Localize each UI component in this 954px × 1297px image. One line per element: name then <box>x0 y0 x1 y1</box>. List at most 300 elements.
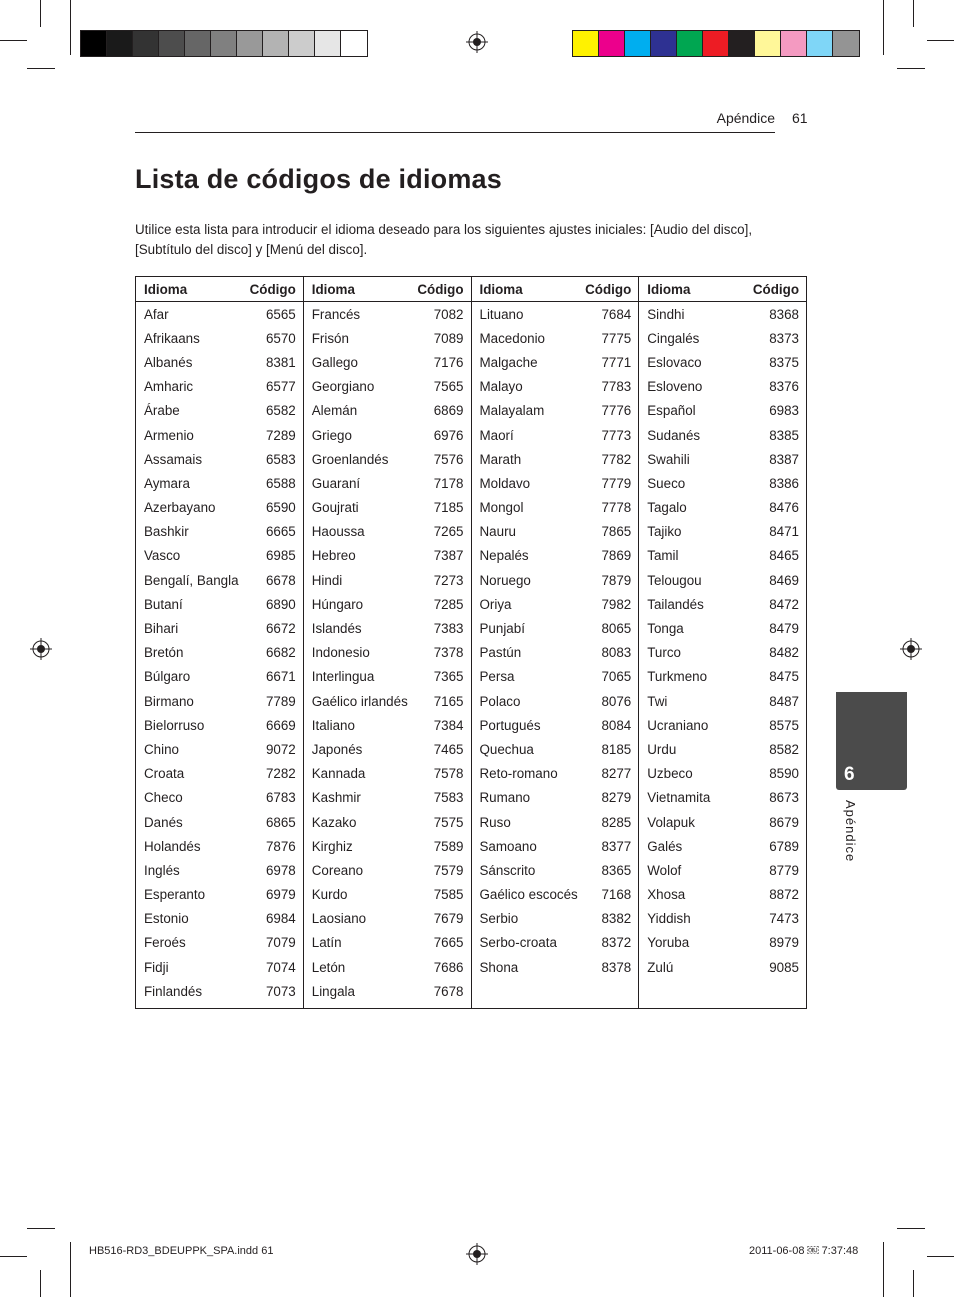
language-code: 7079 <box>265 935 296 951</box>
language-code: 7576 <box>433 451 464 467</box>
table-row <box>472 713 639 737</box>
language-name: Ruso <box>479 814 511 830</box>
language-code: 8482 <box>769 645 799 661</box>
color-swatch <box>729 31 755 56</box>
language-name: Macedonio <box>479 330 546 346</box>
chapter-label: Apéndice <box>843 800 858 863</box>
table-row <box>472 423 639 447</box>
crop-mark <box>70 0 71 55</box>
language-code: 6869 <box>433 403 464 419</box>
language-name: Galés <box>647 838 683 854</box>
registration-target-icon <box>466 1243 488 1265</box>
language-name: Marath <box>479 451 522 467</box>
footer-filename: HB516-RD3_BDEUPPK_SPA.indd 61 <box>89 1245 274 1257</box>
table-row <box>639 834 806 858</box>
language-code: 7565 <box>433 379 464 395</box>
language-name: Chino <box>144 741 179 757</box>
language-code: 8582 <box>769 741 799 757</box>
language-name: Árabe <box>144 403 180 419</box>
table-row <box>304 979 471 1003</box>
language-code: 8285 <box>601 814 632 830</box>
language-name: Español <box>647 403 696 419</box>
language-name: Sindhi <box>647 306 685 322</box>
language-code: 7865 <box>601 524 632 540</box>
table-row <box>639 544 806 568</box>
language-name: Tajiko <box>647 524 682 540</box>
table-row <box>639 907 806 931</box>
language-code: 6979 <box>265 887 296 903</box>
table-row <box>136 641 303 665</box>
language-name: Xhosa <box>647 887 686 903</box>
language-code: 7165 <box>433 693 464 709</box>
language-name: Gaélico irlandés <box>311 693 408 709</box>
table-row <box>639 375 806 399</box>
table-row <box>136 592 303 616</box>
language-name: Afrikaans <box>144 330 200 346</box>
table-row <box>472 955 639 979</box>
language-code: 8479 <box>769 621 799 637</box>
header-rule <box>135 132 775 133</box>
table-row <box>639 496 806 520</box>
language-name: Azerbayano <box>144 500 216 516</box>
language-name: Quechua <box>479 741 534 757</box>
language-code: 8373 <box>769 330 799 346</box>
language-code-table <box>135 276 807 1009</box>
language-name: Bashkir <box>144 524 189 540</box>
language-code: 8076 <box>601 693 632 709</box>
language-code: 8386 <box>769 475 799 491</box>
language-code: 7176 <box>433 354 464 370</box>
language-code: 7789 <box>265 693 296 709</box>
language-name: Malgache <box>479 354 538 370</box>
table-row <box>136 931 303 955</box>
language-name: Afar <box>144 306 169 322</box>
language-code: 7876 <box>265 838 296 854</box>
language-code: 7168 <box>601 887 632 903</box>
footer-timestamp: 2011-06-08 ￼ 7:37:48 <box>749 1245 859 1257</box>
language-code: 8487 <box>769 693 799 709</box>
language-name: Reto-romano <box>479 766 558 782</box>
language-code: 8471 <box>769 524 799 540</box>
crop-mark <box>913 0 914 27</box>
language-name: Bengalí, Bangla <box>144 572 239 588</box>
header-code: Código <box>417 281 464 297</box>
table-row <box>639 665 806 689</box>
color-swatch <box>133 31 159 56</box>
color-swatch <box>211 31 237 56</box>
language-name: Butaní <box>144 596 183 612</box>
table-row <box>639 858 806 882</box>
table-row <box>639 931 806 955</box>
language-code: 6985 <box>265 548 296 564</box>
language-code: 8679 <box>769 814 799 830</box>
color-swatch <box>755 31 781 56</box>
language-name: Sueco <box>647 475 686 491</box>
color-swatch <box>573 31 599 56</box>
language-name: Volapuk <box>647 814 695 830</box>
table-row <box>639 471 806 495</box>
language-code: 7665 <box>433 935 464 951</box>
chapter-number: 6 <box>844 764 855 785</box>
language-code: 8979 <box>769 935 799 951</box>
color-swatch <box>625 31 651 56</box>
language-code: 9085 <box>769 959 799 975</box>
language-code: 7585 <box>433 887 464 903</box>
table-row <box>136 858 303 882</box>
language-code: 7465 <box>433 741 464 757</box>
language-name: Gaélico escocés <box>479 887 578 903</box>
language-code: 8065 <box>601 621 632 637</box>
language-name: Punjabí <box>479 621 525 637</box>
language-name: Aymara <box>144 475 190 491</box>
header-language: Idioma <box>144 281 188 297</box>
table-row <box>639 689 806 713</box>
table-row <box>304 471 471 495</box>
table-row <box>639 713 806 737</box>
language-name: Oriya <box>479 596 512 612</box>
language-name: Armenio <box>144 427 194 443</box>
table-row <box>472 786 639 810</box>
table-row <box>639 737 806 761</box>
language-code: 6678 <box>265 572 296 588</box>
language-name: Rumano <box>479 790 531 806</box>
table-row <box>304 665 471 689</box>
language-name: Hebreo <box>311 548 356 564</box>
table-row <box>304 641 471 665</box>
language-name: Griego <box>311 427 352 443</box>
language-code: 8872 <box>769 887 799 903</box>
language-name: Albanés <box>144 354 193 370</box>
language-name: Groenlandés <box>311 451 389 467</box>
table-row <box>304 616 471 640</box>
language-name: Serbo-croata <box>479 935 557 951</box>
table-row <box>304 592 471 616</box>
table-row <box>472 689 639 713</box>
language-code: 6682 <box>265 645 296 661</box>
table-row <box>472 447 639 471</box>
language-name: Guaraní <box>311 475 361 491</box>
color-swatch <box>237 31 263 56</box>
language-code: 6669 <box>265 717 296 733</box>
language-name: Vasco <box>144 548 181 564</box>
language-code: 7678 <box>433 983 464 999</box>
language-code: 6789 <box>769 838 799 854</box>
language-code: 6583 <box>265 451 296 467</box>
color-swatch <box>159 31 185 56</box>
table-row <box>472 568 639 592</box>
table-row <box>136 762 303 786</box>
language-code: 7684 <box>601 306 632 322</box>
language-name: Japonés <box>311 741 363 757</box>
language-code: 6783 <box>265 790 296 806</box>
language-code: 7578 <box>433 766 464 782</box>
table-row <box>136 810 303 834</box>
language-code: 7686 <box>433 959 464 975</box>
language-code: 8382 <box>601 911 632 927</box>
language-code: 6890 <box>265 596 296 612</box>
table-row <box>136 689 303 713</box>
language-code: 7773 <box>601 427 632 443</box>
language-code: 8475 <box>769 669 799 685</box>
language-code: 7383 <box>433 621 464 637</box>
table-row <box>136 616 303 640</box>
table-row <box>304 496 471 520</box>
color-swatch <box>677 31 703 56</box>
language-name: Pastún <box>479 645 522 661</box>
table-row <box>472 641 639 665</box>
registration-target-icon <box>466 31 488 53</box>
language-code: 7783 <box>601 379 632 395</box>
table-column <box>639 277 806 1008</box>
table-row <box>639 786 806 810</box>
table-row <box>304 762 471 786</box>
page-title: Lista de códigos de idiomas <box>135 164 502 194</box>
language-name: Georgiano <box>311 379 375 395</box>
table-row <box>472 737 639 761</box>
table-row <box>472 616 639 640</box>
language-code: 8590 <box>769 766 799 782</box>
color-swatch <box>599 31 625 56</box>
language-code: 8372 <box>601 935 632 951</box>
table-row <box>136 665 303 689</box>
table-row <box>304 955 471 979</box>
language-code: 7583 <box>433 790 464 806</box>
table-row <box>472 907 639 931</box>
table-row <box>639 762 806 786</box>
language-name: Laosiano <box>311 911 367 927</box>
language-name: Esperanto <box>144 887 206 903</box>
page-number: 61 <box>792 110 808 126</box>
table-row <box>639 520 806 544</box>
language-code: 7384 <box>433 717 464 733</box>
color-swatch <box>81 31 107 56</box>
color-swatch <box>315 31 341 56</box>
color-swatch <box>185 31 211 56</box>
language-name: Lingala <box>311 983 355 999</box>
table-row <box>304 858 471 882</box>
table-row <box>472 399 639 423</box>
language-name: Interlingua <box>311 669 375 685</box>
table-row <box>304 520 471 544</box>
language-name: Samoano <box>479 838 537 854</box>
language-name: Telougou <box>647 572 702 588</box>
language-code: 6984 <box>265 911 296 927</box>
language-code: 8387 <box>769 451 799 467</box>
language-name: Latín <box>311 935 342 951</box>
crop-mark <box>0 1256 27 1257</box>
language-name: Esloveno <box>647 379 703 395</box>
language-code: 7779 <box>601 475 632 491</box>
registration-target-icon <box>900 638 922 660</box>
header-language: Idioma <box>311 281 355 297</box>
table-row <box>136 737 303 761</box>
language-name: Finlandés <box>144 983 203 999</box>
language-code: 7178 <box>433 475 464 491</box>
table-row <box>136 375 303 399</box>
table-row <box>639 399 806 423</box>
language-code: 7776 <box>601 403 632 419</box>
language-name: Letón <box>311 959 346 975</box>
language-code: 8376 <box>769 379 799 395</box>
language-name: Tonga <box>647 621 684 637</box>
table-row <box>136 979 303 1003</box>
crop-mark <box>27 1228 55 1229</box>
language-name: Francés <box>311 306 361 322</box>
crop-mark <box>27 68 55 69</box>
language-code: 6582 <box>265 403 296 419</box>
language-name: Eslovaco <box>647 354 702 370</box>
language-code: 7065 <box>601 669 632 685</box>
table-row <box>639 302 806 326</box>
language-code: 7589 <box>433 838 464 854</box>
table-row <box>472 520 639 544</box>
table-row <box>472 858 639 882</box>
table-row <box>304 737 471 761</box>
language-name: Tagalo <box>647 500 687 516</box>
table-row <box>472 883 639 907</box>
table-row <box>304 810 471 834</box>
language-code: 7074 <box>265 959 296 975</box>
table-row <box>304 423 471 447</box>
table-row <box>639 423 806 447</box>
language-name: Serbio <box>479 911 519 927</box>
language-code: 8673 <box>769 790 799 806</box>
color-swatch <box>289 31 315 56</box>
language-name: Vietnamita <box>647 790 711 806</box>
language-name: Tamil <box>647 548 679 564</box>
table-row <box>136 302 303 326</box>
language-code: 7285 <box>433 596 464 612</box>
language-code: 8279 <box>601 790 632 806</box>
language-name: Lituano <box>479 306 524 322</box>
language-code: 6588 <box>265 475 296 491</box>
table-row <box>304 568 471 592</box>
table-row <box>472 496 639 520</box>
language-name: Bielorruso <box>144 717 205 733</box>
column-header <box>304 277 471 302</box>
language-code: 7782 <box>601 451 632 467</box>
table-row <box>304 713 471 737</box>
language-code: 7185 <box>433 500 464 516</box>
language-name: Feroés <box>144 935 186 951</box>
language-name: Sánscrito <box>479 862 536 878</box>
table-row <box>136 834 303 858</box>
language-name: Malayo <box>479 379 523 395</box>
language-name: Uzbeco <box>647 766 693 782</box>
grayscale-color-bar <box>80 30 368 57</box>
language-code: 8472 <box>769 596 799 612</box>
table-row <box>304 834 471 858</box>
table-row <box>304 883 471 907</box>
language-name: Birmano <box>144 693 194 709</box>
language-code: 6865 <box>265 814 296 830</box>
table-row <box>136 326 303 350</box>
language-name: Danés <box>144 814 183 830</box>
language-name: Kirghiz <box>311 838 353 854</box>
table-row <box>136 471 303 495</box>
table-row <box>304 544 471 568</box>
language-name: Tailandés <box>647 596 704 612</box>
language-name: Turco <box>647 645 681 661</box>
crop-mark <box>40 1270 41 1297</box>
table-row <box>136 399 303 423</box>
language-code: 7273 <box>433 572 464 588</box>
table-row <box>304 375 471 399</box>
language-code: 6672 <box>265 621 296 637</box>
language-code: 7575 <box>433 814 464 830</box>
language-name: Ucraniano <box>647 717 709 733</box>
language-name: Coreano <box>311 862 364 878</box>
language-code: 7775 <box>601 330 632 346</box>
process-color-bar <box>572 30 860 57</box>
language-name: Fidji <box>144 959 169 975</box>
running-header-section: Apéndice <box>716 110 775 126</box>
language-code: 6590 <box>265 500 296 516</box>
language-code: 7089 <box>433 330 464 346</box>
language-code: 6983 <box>769 403 799 419</box>
table-row <box>136 713 303 737</box>
table-row <box>472 762 639 786</box>
language-name: Yoruba <box>647 935 690 951</box>
table-row <box>472 834 639 858</box>
language-code: 8084 <box>601 717 632 733</box>
language-code: 8277 <box>601 766 632 782</box>
language-name: Checo <box>144 790 183 806</box>
table-row <box>304 447 471 471</box>
language-code: 7082 <box>433 306 464 322</box>
table-row <box>136 883 303 907</box>
language-name: Hindi <box>311 572 343 588</box>
language-code: 8385 <box>769 427 799 443</box>
table-row <box>136 447 303 471</box>
language-name: Islandés <box>311 621 362 637</box>
table-row <box>472 931 639 955</box>
table-column <box>136 277 304 1008</box>
color-swatch <box>781 31 807 56</box>
table-row <box>304 786 471 810</box>
table-row <box>136 544 303 568</box>
language-code: 8185 <box>601 741 632 757</box>
language-code: 8083 <box>601 645 632 661</box>
language-name: Maorí <box>479 427 514 443</box>
language-name: Swahili <box>647 451 690 467</box>
table-row <box>472 810 639 834</box>
table-row <box>136 496 303 520</box>
language-name: Portugués <box>479 717 541 733</box>
crop-mark <box>883 1242 884 1297</box>
table-column <box>472 277 640 1008</box>
column-header <box>639 277 806 302</box>
table-row <box>472 544 639 568</box>
intro-paragraph: Utilice esta lista para introducir el idioma deseado para los siguientes ajustes iniciales: [Audio del disco], [Subtítulo del disco] y [Menú del disco]. <box>135 222 753 257</box>
table-row <box>472 302 639 326</box>
language-code: 7771 <box>601 354 632 370</box>
color-swatch <box>651 31 677 56</box>
language-code: 9072 <box>265 741 296 757</box>
table-row <box>304 326 471 350</box>
table-row <box>639 641 806 665</box>
table-row <box>304 907 471 931</box>
table-row <box>639 883 806 907</box>
language-code: 8381 <box>265 354 296 370</box>
language-name: Persa <box>479 669 515 685</box>
table-row <box>472 471 639 495</box>
color-swatch <box>807 31 833 56</box>
table-row <box>136 955 303 979</box>
language-code: 6565 <box>265 306 296 322</box>
language-code: 6665 <box>265 524 296 540</box>
language-name: Polaco <box>479 693 521 709</box>
